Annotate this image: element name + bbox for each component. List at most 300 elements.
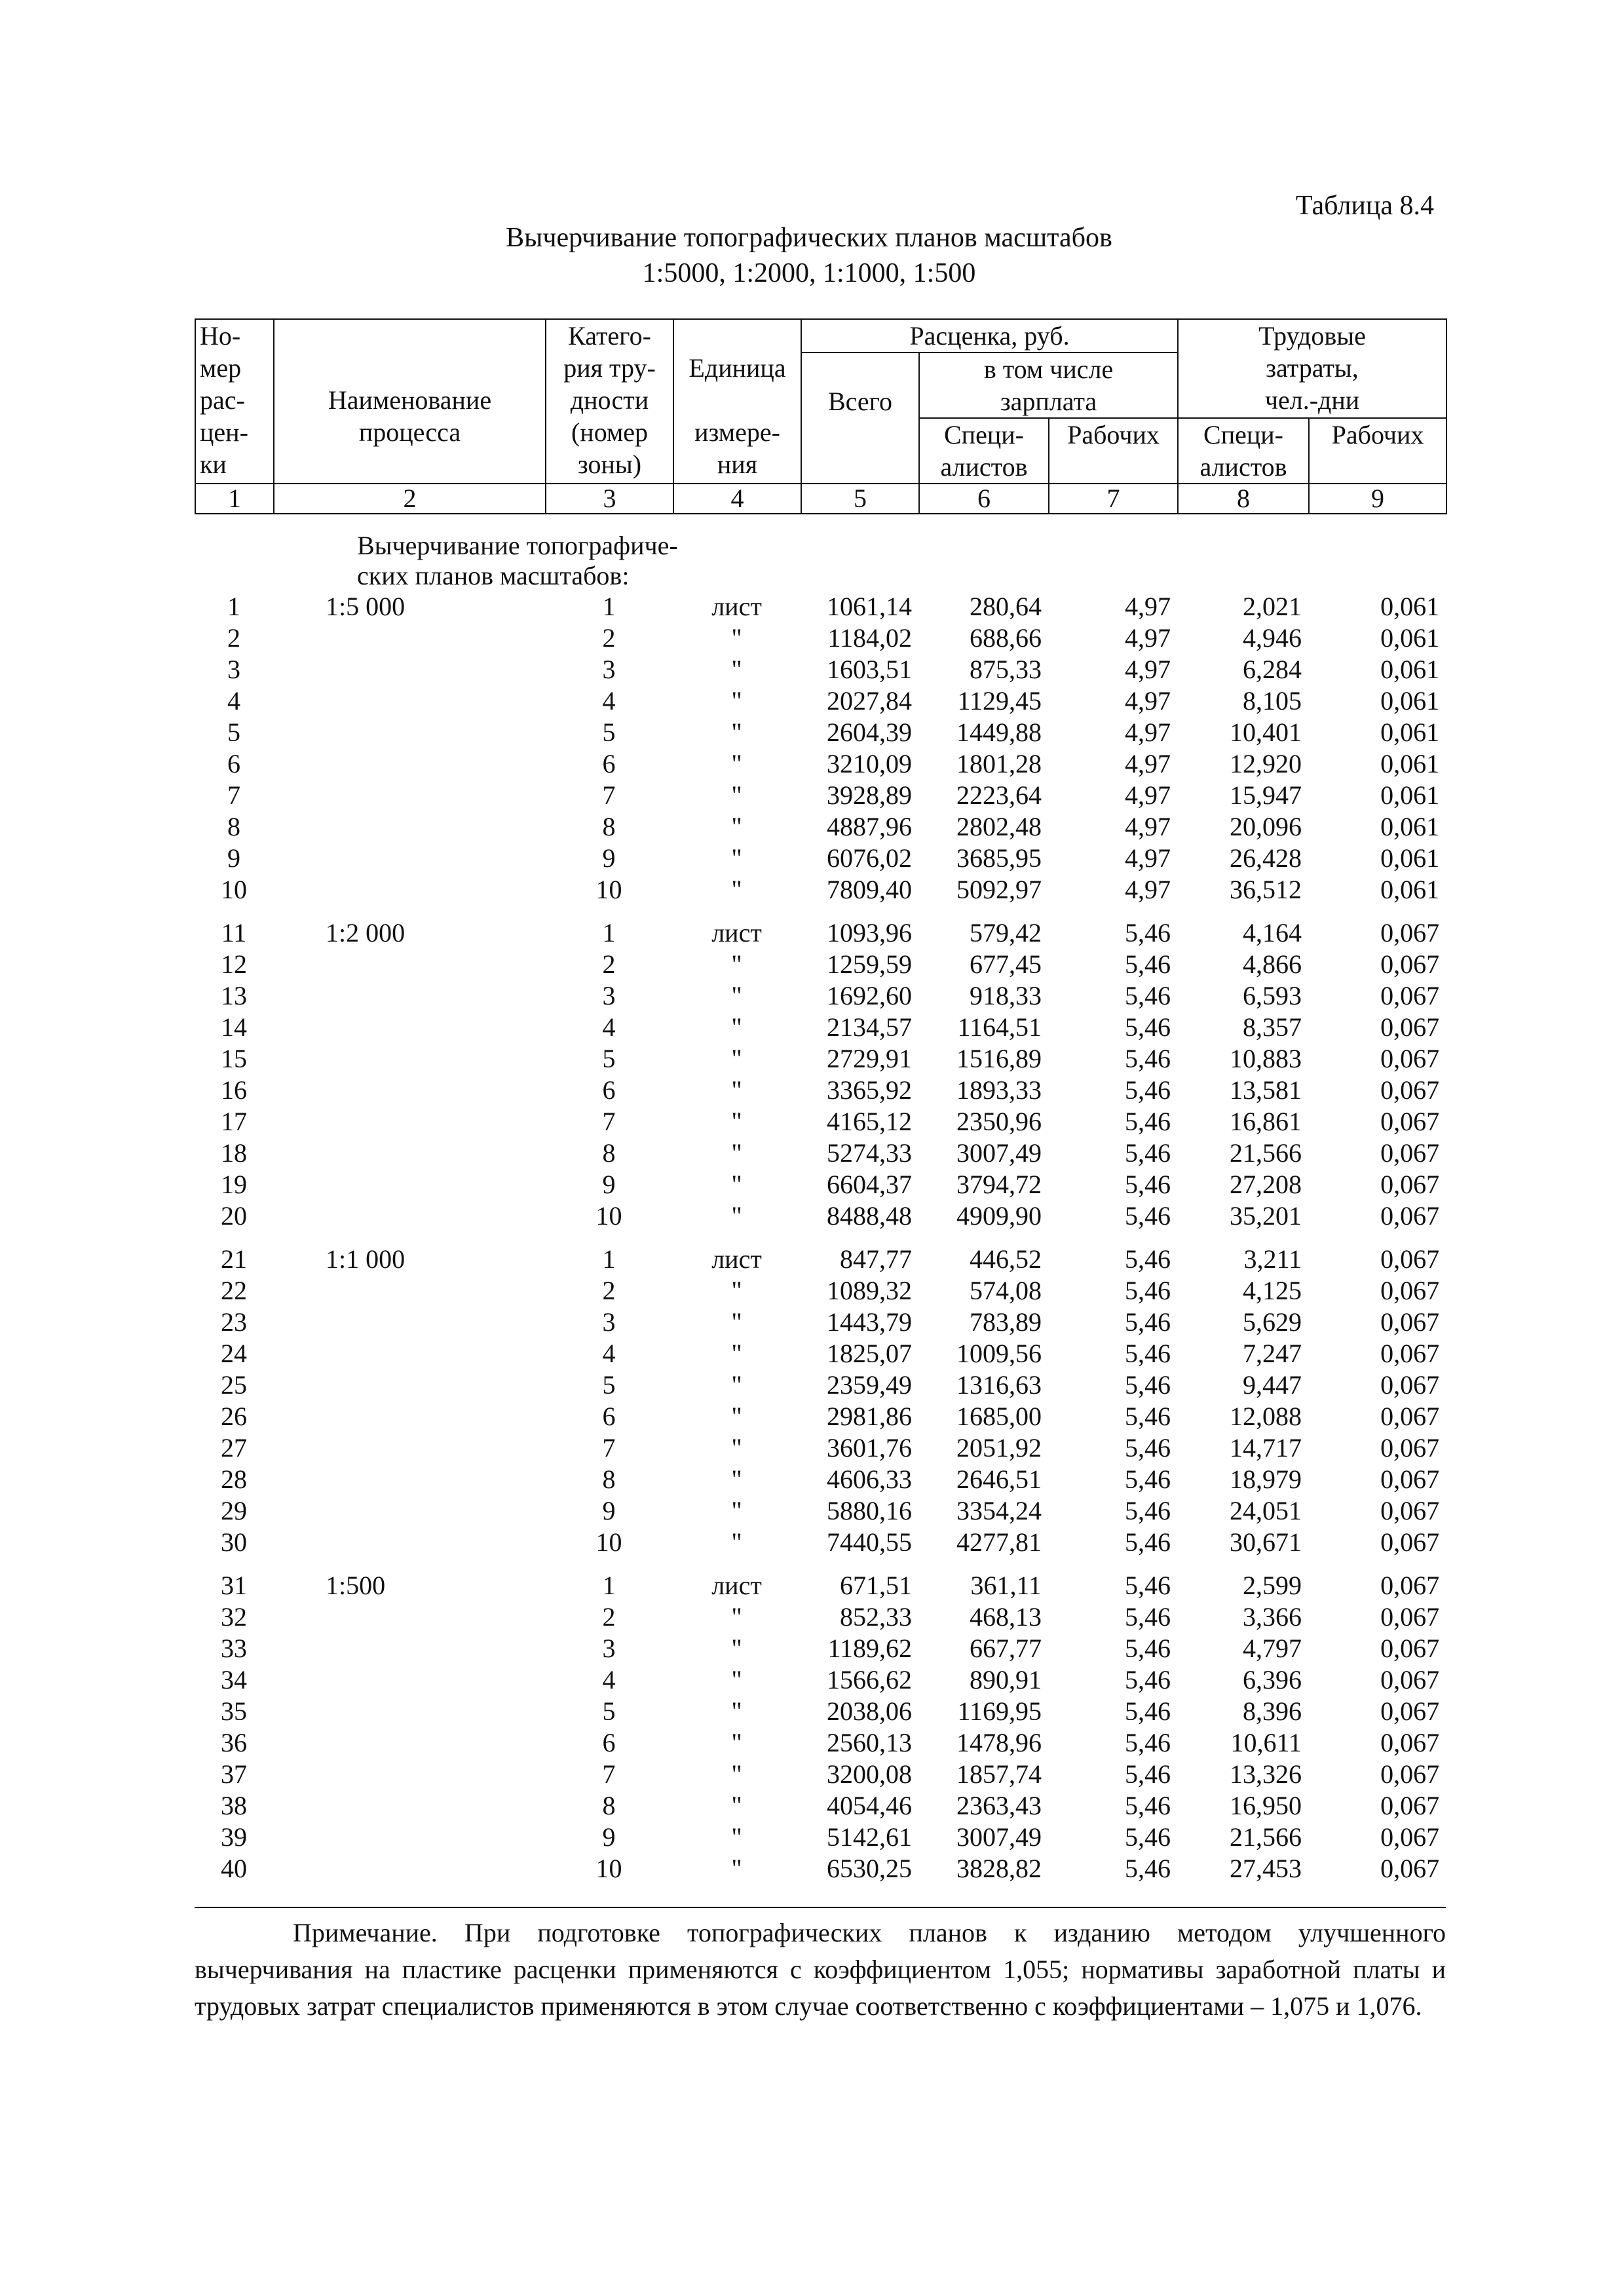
salary-specialists: 1129,45 bbox=[957, 686, 1042, 716]
rate-number: 13 bbox=[221, 981, 247, 1010]
title-line-2: 1:5000, 1:2000, 1:1000, 1:500 bbox=[642, 258, 976, 288]
salary-workers: 4,97 bbox=[1125, 749, 1171, 778]
table-body bbox=[195, 531, 1446, 1885]
price-total: 852,33 bbox=[840, 1602, 913, 1632]
process-scale bbox=[273, 1727, 545, 1759]
col-number: 1 bbox=[195, 484, 274, 514]
category: 10 bbox=[595, 875, 622, 904]
process-scale bbox=[273, 685, 545, 717]
unit: " bbox=[731, 843, 742, 873]
unit: " bbox=[731, 1602, 742, 1632]
salary-workers: 5,46 bbox=[1125, 1696, 1171, 1726]
process-scale bbox=[273, 1401, 545, 1432]
table-row bbox=[195, 1495, 1446, 1527]
price-total: 1566,62 bbox=[827, 1665, 913, 1694]
process-scale bbox=[273, 1200, 545, 1232]
category: 1 bbox=[602, 592, 616, 621]
process-scale: 1:2 000 bbox=[326, 918, 406, 947]
table-row bbox=[195, 1043, 1446, 1075]
rate-number: 39 bbox=[221, 1822, 247, 1852]
unit: " bbox=[731, 1665, 742, 1694]
rate-number: 28 bbox=[221, 1464, 247, 1494]
rate-number: 30 bbox=[221, 1527, 247, 1557]
table-note: Примечание. При подготовке топографических планов к изданию методом улучшенного вычерчивания на пластике расценки применяются с коэффициентом 1,055; нормативы заработной платы и трудовых затрат специалистов применяются в этом случае соответственно с коэффициентами – 1,075 и 1,076. bbox=[195, 1918, 1446, 2021]
process-scale bbox=[273, 622, 545, 654]
salary-workers: 5,46 bbox=[1125, 1822, 1171, 1852]
rate-number: 21 bbox=[221, 1244, 247, 1274]
col-number: 9 bbox=[1309, 484, 1446, 514]
category: 5 bbox=[602, 1370, 616, 1400]
table-row bbox=[195, 1727, 1446, 1759]
labor-specialists: 12,920 bbox=[1230, 749, 1302, 778]
price-total: 4606,33 bbox=[827, 1464, 913, 1494]
table-row bbox=[195, 748, 1446, 780]
labor-specialists: 10,611 bbox=[1230, 1728, 1302, 1757]
labor-workers: 0,067 bbox=[1380, 1759, 1440, 1789]
price-total: 4887,96 bbox=[827, 812, 913, 841]
category: 9 bbox=[602, 1822, 616, 1852]
salary-specialists: 890,91 bbox=[970, 1665, 1042, 1694]
process-scale bbox=[273, 949, 545, 980]
unit: " bbox=[731, 1012, 742, 1042]
price-total: 5142,61 bbox=[827, 1822, 913, 1852]
salary-specialists: 1164,51 bbox=[957, 1012, 1042, 1042]
process-scale bbox=[273, 1338, 545, 1369]
labor-workers: 0,067 bbox=[1380, 949, 1440, 979]
labor-workers: 0,067 bbox=[1380, 1170, 1440, 1199]
unit: " bbox=[731, 949, 742, 979]
salary-specialists: 3354,24 bbox=[956, 1496, 1042, 1525]
salary-workers: 4,97 bbox=[1125, 843, 1171, 873]
unit: " bbox=[731, 1433, 742, 1463]
category: 7 bbox=[602, 1433, 616, 1463]
rate-number: 33 bbox=[221, 1634, 247, 1663]
salary-specialists: 2802,48 bbox=[956, 812, 1042, 841]
unit: " bbox=[731, 1496, 742, 1525]
labor-specialists: 36,512 bbox=[1230, 875, 1302, 904]
unit: " bbox=[731, 1759, 742, 1789]
price-total: 5274,33 bbox=[827, 1138, 913, 1168]
col-number: 3 bbox=[546, 484, 673, 514]
table-row bbox=[195, 949, 1446, 980]
labor-workers: 0,061 bbox=[1380, 718, 1440, 747]
rate-number: 17 bbox=[221, 1107, 247, 1136]
table-row bbox=[195, 1790, 1446, 1822]
labor-workers: 0,061 bbox=[1380, 875, 1440, 904]
labor-workers: 0,067 bbox=[1380, 1339, 1440, 1368]
salary-specialists: 280,64 bbox=[970, 592, 1042, 621]
price-total: 2359,49 bbox=[827, 1370, 913, 1400]
unit: " bbox=[731, 875, 742, 904]
labor-workers: 0,067 bbox=[1380, 1402, 1440, 1431]
salary-workers: 5,46 bbox=[1125, 1728, 1171, 1757]
labor-specialists: 12,088 bbox=[1230, 1402, 1302, 1431]
price-total: 6076,02 bbox=[827, 843, 913, 873]
table-row bbox=[195, 1601, 1446, 1633]
labor-workers: 0,067 bbox=[1380, 1307, 1440, 1337]
salary-workers: 5,46 bbox=[1125, 1665, 1171, 1694]
table-title bbox=[197, 220, 1422, 291]
table-row bbox=[195, 1759, 1446, 1790]
unit: " bbox=[731, 1464, 742, 1494]
salary-specialists: 918,33 bbox=[970, 981, 1042, 1010]
category: 5 bbox=[602, 1044, 616, 1073]
salary-specialists: 1893,33 bbox=[956, 1075, 1042, 1105]
table-row bbox=[195, 1106, 1446, 1138]
rate-number: 14 bbox=[221, 1012, 247, 1042]
process-scale: 1:1 000 bbox=[326, 1244, 406, 1274]
table-row bbox=[195, 780, 1446, 811]
price-total: 3210,09 bbox=[827, 749, 913, 778]
labor-workers: 0,061 bbox=[1380, 812, 1440, 841]
process-scale bbox=[273, 1106, 545, 1138]
price-total: 1692,60 bbox=[827, 981, 913, 1010]
price-total: 4054,46 bbox=[827, 1791, 913, 1820]
labor-specialists: 6,396 bbox=[1243, 1665, 1302, 1694]
category: 9 bbox=[602, 843, 616, 873]
labor-specialists: 10,401 bbox=[1230, 718, 1302, 747]
labor-workers: 0,067 bbox=[1380, 1370, 1440, 1400]
salary-specialists: 5092,97 bbox=[956, 875, 1042, 904]
unit: " bbox=[731, 1728, 742, 1757]
salary-specialists: 1316,63 bbox=[956, 1370, 1042, 1400]
labor-specialists: 27,453 bbox=[1230, 1854, 1302, 1883]
category: 9 bbox=[602, 1170, 616, 1199]
salary-workers: 5,46 bbox=[1125, 1791, 1171, 1820]
rate-number: 31 bbox=[221, 1571, 247, 1600]
labor-workers: 0,067 bbox=[1380, 1244, 1440, 1274]
table-row bbox=[195, 1664, 1446, 1696]
unit: " bbox=[731, 1791, 742, 1820]
salary-specialists: 579,42 bbox=[970, 918, 1042, 947]
labor-specialists: 21,566 bbox=[1230, 1138, 1302, 1168]
price-total: 7440,55 bbox=[827, 1527, 913, 1557]
rate-number: 23 bbox=[221, 1307, 247, 1337]
labor-specialists: 30,671 bbox=[1230, 1527, 1302, 1557]
price-total: 6604,37 bbox=[827, 1170, 913, 1199]
price-total: 1061,14 bbox=[827, 592, 913, 621]
labor-workers: 0,061 bbox=[1380, 843, 1440, 873]
salary-workers: 5,46 bbox=[1125, 1370, 1171, 1400]
salary-specialists: 1801,28 bbox=[956, 749, 1042, 778]
labor-specialists: 18,979 bbox=[1230, 1464, 1302, 1494]
labor-workers: 0,061 bbox=[1380, 686, 1440, 716]
labor-workers: 0,067 bbox=[1380, 1527, 1440, 1557]
price-total: 5880,16 bbox=[827, 1496, 913, 1525]
process-scale bbox=[273, 1601, 545, 1633]
process-scale bbox=[273, 1853, 545, 1885]
labor-specialists: 13,326 bbox=[1230, 1759, 1302, 1789]
salary-specialists: 2350,96 bbox=[956, 1107, 1042, 1136]
labor-workers: 0,061 bbox=[1380, 749, 1440, 778]
price-total: 2134,57 bbox=[827, 1012, 913, 1042]
header-labor: Трудовые затраты, чел.-дни bbox=[1178, 319, 1446, 418]
table-row bbox=[195, 685, 1446, 717]
salary-workers: 5,46 bbox=[1125, 1138, 1171, 1168]
unit: " bbox=[731, 1044, 742, 1073]
section-title-row bbox=[195, 531, 1446, 561]
salary-workers: 5,46 bbox=[1125, 1012, 1171, 1042]
category: 4 bbox=[602, 1012, 616, 1042]
labor-workers: 0,067 bbox=[1380, 1075, 1440, 1105]
table-row bbox=[195, 1432, 1446, 1464]
salary-specialists: 574,08 bbox=[970, 1276, 1042, 1305]
unit: " bbox=[731, 655, 742, 684]
salary-workers: 5,46 bbox=[1125, 1602, 1171, 1632]
price-total: 1093,96 bbox=[827, 918, 913, 947]
header-unit: Единица измере- ния bbox=[673, 319, 801, 484]
labor-specialists: 35,201 bbox=[1230, 1201, 1302, 1231]
unit: " bbox=[731, 1276, 742, 1305]
labor-workers: 0,067 bbox=[1380, 1665, 1440, 1694]
salary-workers: 4,97 bbox=[1125, 655, 1171, 684]
table-row bbox=[195, 1401, 1446, 1432]
salary-specialists: 1685,00 bbox=[956, 1402, 1042, 1431]
labor-workers: 0,067 bbox=[1380, 1044, 1440, 1073]
unit: " bbox=[731, 1075, 742, 1105]
labor-specialists: 15,947 bbox=[1230, 780, 1302, 810]
process-scale bbox=[273, 1464, 545, 1495]
price-total: 4165,12 bbox=[827, 1107, 913, 1136]
rate-number: 10 bbox=[221, 875, 247, 904]
labor-workers: 0,067 bbox=[1380, 1138, 1440, 1168]
price-total: 3200,08 bbox=[827, 1759, 913, 1789]
rate-number: 32 bbox=[221, 1602, 247, 1632]
salary-workers: 5,46 bbox=[1125, 1244, 1171, 1274]
labor-specialists: 9,447 bbox=[1243, 1370, 1302, 1400]
unit: " bbox=[731, 1370, 742, 1400]
col-number: 4 bbox=[673, 484, 801, 514]
table-row bbox=[195, 1244, 1446, 1275]
price-total: 2729,91 bbox=[827, 1044, 913, 1073]
salary-specialists: 1516,89 bbox=[956, 1044, 1042, 1073]
rate-number: 6 bbox=[227, 749, 240, 778]
col-number: 7 bbox=[1049, 484, 1178, 514]
category: 3 bbox=[602, 655, 616, 684]
table-row bbox=[195, 1338, 1446, 1369]
category: 10 bbox=[595, 1201, 622, 1231]
process-scale bbox=[273, 1822, 545, 1853]
unit: " bbox=[731, 1854, 742, 1883]
salary-workers: 5,46 bbox=[1125, 1307, 1171, 1337]
table-row bbox=[195, 1200, 1446, 1232]
table-row bbox=[195, 980, 1446, 1012]
table-row bbox=[195, 1633, 1446, 1664]
category: 4 bbox=[602, 1339, 616, 1368]
unit: " bbox=[731, 623, 742, 653]
labor-workers: 0,061 bbox=[1380, 655, 1440, 684]
category: 6 bbox=[602, 749, 616, 778]
rate-number: 22 bbox=[221, 1276, 247, 1305]
labor-workers: 0,067 bbox=[1380, 1634, 1440, 1663]
header-rate-number: Но- мер рас- цен- ки bbox=[195, 319, 274, 484]
unit: " bbox=[731, 1307, 742, 1337]
unit: лист bbox=[711, 918, 762, 947]
unit: " bbox=[731, 1107, 742, 1136]
process-scale bbox=[273, 1664, 545, 1696]
salary-specialists: 3007,49 bbox=[956, 1822, 1042, 1852]
table-row bbox=[195, 917, 1446, 949]
salary-workers: 5,46 bbox=[1125, 981, 1171, 1010]
rate-number: 7 bbox=[227, 780, 240, 810]
salary-workers: 5,46 bbox=[1125, 1107, 1171, 1136]
labor-workers: 0,067 bbox=[1380, 1854, 1440, 1883]
labor-specialists: 8,396 bbox=[1243, 1696, 1302, 1726]
labor-workers: 0,067 bbox=[1380, 1201, 1440, 1231]
salary-workers: 5,46 bbox=[1125, 1276, 1171, 1305]
category: 8 bbox=[602, 1791, 616, 1820]
category: 2 bbox=[602, 1602, 616, 1632]
category: 3 bbox=[602, 1634, 616, 1663]
table-row bbox=[195, 1369, 1446, 1401]
category: 7 bbox=[602, 1759, 616, 1789]
labor-specialists: 20,096 bbox=[1230, 812, 1302, 841]
table-row bbox=[195, 1527, 1446, 1558]
labor-specialists: 24,051 bbox=[1230, 1496, 1302, 1525]
unit: " bbox=[731, 1527, 742, 1557]
labor-specialists: 4,164 bbox=[1243, 918, 1302, 947]
labor-workers: 0,067 bbox=[1380, 1602, 1440, 1632]
category: 4 bbox=[602, 686, 616, 716]
rate-number: 18 bbox=[221, 1138, 247, 1168]
labor-workers: 0,061 bbox=[1380, 780, 1440, 810]
labor-specialists: 4,946 bbox=[1243, 623, 1302, 653]
salary-workers: 5,46 bbox=[1125, 1571, 1171, 1600]
unit: " bbox=[731, 1339, 742, 1368]
rate-number: 37 bbox=[221, 1759, 247, 1789]
section-title: ских планов масштабов: bbox=[357, 561, 630, 590]
category: 1 bbox=[602, 1571, 616, 1600]
table-row bbox=[195, 1464, 1446, 1495]
table-row bbox=[195, 1570, 1446, 1601]
category: 10 bbox=[595, 1527, 622, 1557]
salary-workers: 5,46 bbox=[1125, 1339, 1171, 1368]
price-total: 1189,62 bbox=[827, 1634, 913, 1663]
unit: лист bbox=[711, 1244, 762, 1274]
process-scale bbox=[273, 748, 545, 780]
unit: " bbox=[731, 981, 742, 1010]
salary-specialists: 1478,96 bbox=[956, 1728, 1042, 1757]
salary-specialists: 1857,74 bbox=[956, 1759, 1042, 1789]
table-row bbox=[195, 1822, 1446, 1853]
salary-specialists: 3007,49 bbox=[956, 1138, 1042, 1168]
rate-number: 29 bbox=[221, 1496, 247, 1525]
category: 3 bbox=[602, 1307, 616, 1337]
process-scale bbox=[273, 980, 545, 1012]
rate-number: 38 bbox=[221, 1791, 247, 1820]
labor-specialists: 5,629 bbox=[1243, 1307, 1302, 1337]
process-scale bbox=[273, 1012, 545, 1043]
salary-specialists: 3794,72 bbox=[956, 1170, 1042, 1199]
labor-specialists: 4,125 bbox=[1243, 1276, 1302, 1305]
header-price: Расценка, руб. bbox=[801, 319, 1178, 353]
process-scale bbox=[273, 1633, 545, 1664]
unit: " bbox=[731, 1201, 742, 1231]
salary-workers: 5,46 bbox=[1125, 1433, 1171, 1463]
salary-workers: 4,97 bbox=[1125, 718, 1171, 747]
table-row bbox=[195, 1138, 1446, 1169]
process-scale bbox=[273, 1075, 545, 1106]
category: 1 bbox=[602, 1244, 616, 1274]
rate-number: 20 bbox=[221, 1201, 247, 1231]
salary-workers: 4,97 bbox=[1125, 623, 1171, 653]
labor-specialists: 13,581 bbox=[1230, 1075, 1302, 1105]
labor-workers: 0,067 bbox=[1380, 1464, 1440, 1494]
salary-specialists: 2646,51 bbox=[956, 1464, 1042, 1494]
salary-specialists: 1449,88 bbox=[956, 718, 1042, 747]
salary-workers: 5,46 bbox=[1125, 1527, 1171, 1557]
salary-workers: 5,46 bbox=[1125, 1170, 1171, 1199]
unit: " bbox=[731, 812, 742, 841]
salary-workers: 4,97 bbox=[1125, 812, 1171, 841]
header-labor-specialists: Специ- алистов bbox=[1178, 418, 1309, 484]
section-title: Вычерчивание топографиче- bbox=[357, 531, 678, 560]
group-gap bbox=[195, 1558, 1446, 1570]
labor-workers: 0,067 bbox=[1380, 1571, 1440, 1600]
labor-specialists: 4,797 bbox=[1243, 1634, 1302, 1663]
category: 9 bbox=[602, 1496, 616, 1525]
price-total: 1259,59 bbox=[827, 949, 913, 979]
table-bottom-rule bbox=[195, 1907, 1446, 1908]
process-scale bbox=[273, 1169, 545, 1200]
labor-specialists: 27,208 bbox=[1230, 1170, 1302, 1199]
header-labor-workers: Рабочих bbox=[1309, 418, 1446, 484]
table-row bbox=[195, 1696, 1446, 1727]
labor-workers: 0,067 bbox=[1380, 981, 1440, 1010]
rate-number: 26 bbox=[221, 1402, 247, 1431]
category: 8 bbox=[602, 1464, 616, 1494]
category: 5 bbox=[602, 1696, 616, 1726]
labor-workers: 0,067 bbox=[1380, 1107, 1440, 1136]
labor-specialists: 16,950 bbox=[1230, 1791, 1302, 1820]
col-number: 5 bbox=[801, 484, 919, 514]
salary-workers: 5,46 bbox=[1125, 1854, 1171, 1883]
rate-number: 1 bbox=[227, 592, 240, 621]
rate-number: 40 bbox=[221, 1854, 247, 1883]
category: 8 bbox=[602, 812, 616, 841]
unit: " bbox=[731, 718, 742, 747]
process-scale bbox=[273, 717, 545, 748]
salary-workers: 5,46 bbox=[1125, 1496, 1171, 1525]
labor-specialists: 10,883 bbox=[1230, 1044, 1302, 1073]
price-total: 2038,06 bbox=[827, 1696, 913, 1726]
table-row bbox=[195, 811, 1446, 843]
salary-specialists: 446,52 bbox=[970, 1244, 1042, 1274]
rate-number: 34 bbox=[221, 1665, 247, 1694]
labor-specialists: 26,428 bbox=[1230, 843, 1302, 873]
salary-workers: 5,46 bbox=[1125, 918, 1171, 947]
category: 4 bbox=[602, 1665, 616, 1694]
category: 6 bbox=[602, 1728, 616, 1757]
table-row bbox=[195, 622, 1446, 654]
section-title-row bbox=[195, 561, 1446, 591]
labor-workers: 0,067 bbox=[1380, 1791, 1440, 1820]
labor-specialists: 2,599 bbox=[1243, 1571, 1302, 1600]
unit: лист bbox=[711, 1571, 762, 1600]
salary-workers: 5,46 bbox=[1125, 1075, 1171, 1105]
process-scale bbox=[273, 1432, 545, 1464]
unit: " bbox=[731, 1634, 742, 1663]
salary-workers: 5,46 bbox=[1125, 1402, 1171, 1431]
price-total: 1443,79 bbox=[827, 1307, 913, 1337]
labor-workers: 0,067 bbox=[1380, 1822, 1440, 1852]
salary-specialists: 3685,95 bbox=[956, 843, 1042, 873]
rate-number: 5 bbox=[227, 718, 240, 747]
process-scale bbox=[273, 1696, 545, 1727]
col-number: 8 bbox=[1178, 484, 1309, 514]
salary-specialists: 361,11 bbox=[970, 1571, 1042, 1600]
labor-specialists: 3,211 bbox=[1243, 1244, 1302, 1274]
